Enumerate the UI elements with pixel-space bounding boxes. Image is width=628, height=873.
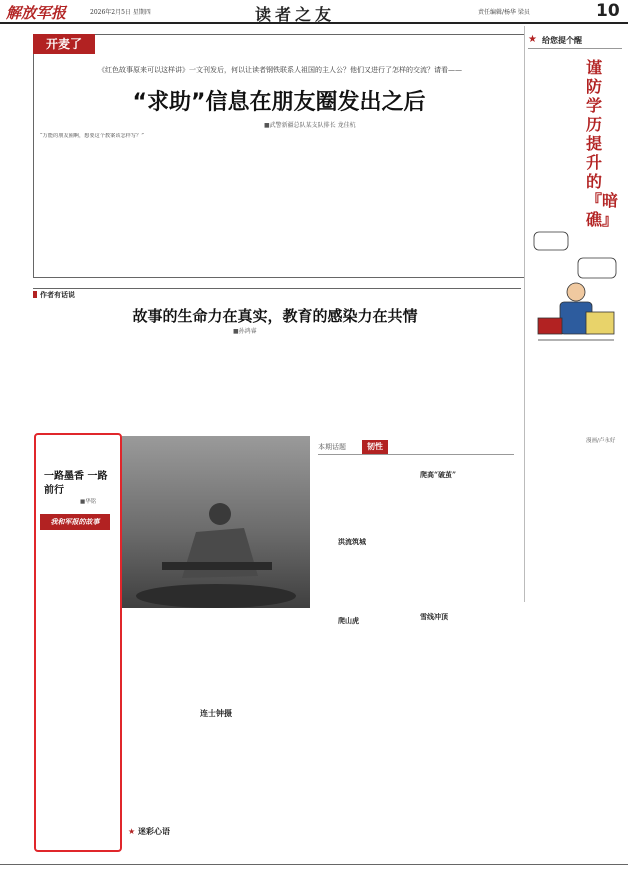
editor-credit: 责任编辑/杨华 梁员 [478, 9, 530, 16]
right-divider [524, 26, 525, 602]
top-body-text: “万能的朋友圈啊，想要这个教案该怎样写？” [40, 133, 144, 139]
bottom-center-header [318, 440, 514, 455]
poem-title-1: 爬高“破茧” [420, 470, 457, 479]
poems-body [318, 456, 514, 852]
poem-title-3: 爬山虎 [338, 616, 359, 625]
middle-byline: ■孙鸿睿 [233, 328, 257, 335]
photo-caption-body [122, 612, 310, 708]
middle-article-body [33, 338, 521, 420]
middle-column-tag [33, 290, 75, 300]
soldier-photo [122, 436, 310, 608]
theme-tag: 韧性 [362, 440, 388, 454]
section-title: 读者之友 [255, 5, 336, 24]
mici-xinyu-label: 迷彩心语 [137, 827, 170, 836]
middle-top-rule [33, 288, 521, 289]
page-number: 10 [596, 1, 620, 21]
middle-column-tag-text: 作者有话说 [40, 291, 75, 299]
top-headline: “求助”信息在朋友圈发出之后 [132, 90, 426, 115]
top-article-box [33, 34, 525, 278]
cartoon-caption: 漫画/卢永好 [586, 438, 616, 444]
poem-title-4: 雪线冲顶 [420, 612, 448, 621]
top-subtitle: 《红色故事原来可以这样讲》一文刊发后，何以让读者钢铁联系人祖国的主人公？他们又进行了怎样的交流？请看—— [98, 66, 462, 74]
star-icon: ★ [128, 827, 136, 836]
right-headline: 谨防学历提升的『暗礁』 [586, 58, 619, 229]
photo-title: 连士钟摄 [200, 709, 232, 718]
header-bar [0, 0, 628, 24]
bottom-column-label: 本期话题 [318, 443, 346, 451]
top-byline: ■武警新疆总队某支队排长 龙佳杭 [264, 122, 356, 129]
masthead-logo: 解放军报 [6, 4, 67, 22]
right-tag-bar [528, 34, 622, 49]
top-article-body [40, 133, 516, 271]
column-tag-kaimaile: 开麦了 [33, 34, 95, 54]
cartoon-illustration [528, 228, 622, 358]
story-badge: 我和军报的故事 [40, 514, 110, 530]
tag-marker-icon [33, 291, 37, 298]
bottom-left-body [40, 536, 112, 842]
mici-xinyu-tag [128, 826, 170, 837]
issue-date: 2026年2月5日 星期四 [90, 9, 151, 16]
right-column-body [528, 372, 622, 602]
middle-headline: 故事的生命力在真实，教育的感染力在共情 [132, 307, 418, 325]
right-column-tag: 给您提个醒 [542, 36, 582, 45]
bottom-left-byline: ■华铭 [80, 499, 97, 505]
bottom-left-headline: 一路墨香 一路前行 [44, 471, 108, 496]
poem-title-2: 洪流筑城 [338, 537, 366, 546]
star-icon: ★ [528, 34, 537, 45]
footer-rule [0, 864, 628, 865]
